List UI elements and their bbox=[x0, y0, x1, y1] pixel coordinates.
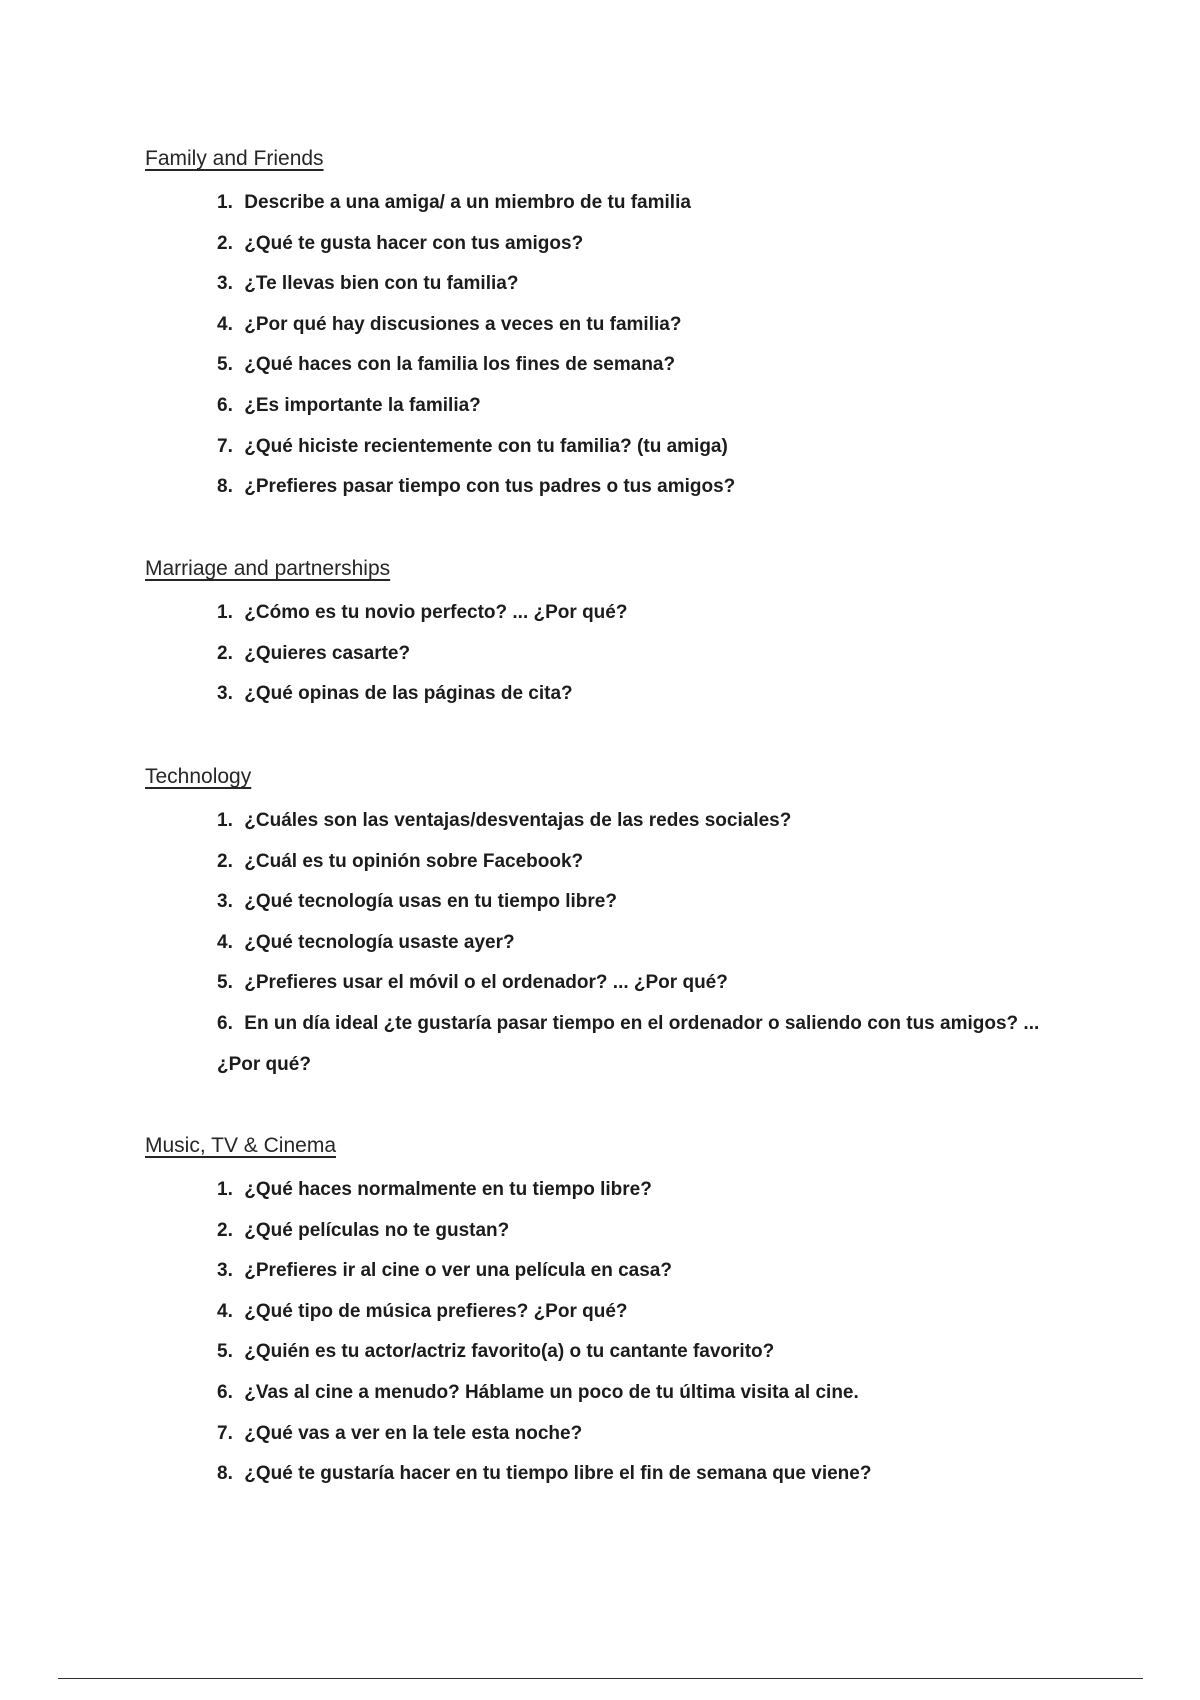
question-item: 2. ¿Quieres casarte? bbox=[217, 642, 411, 664]
question-list bbox=[145, 801, 1105, 1085]
question-item: 2. ¿Qué te gusta hacer con tus amigos? bbox=[217, 232, 584, 254]
section-title: Marriage and partnerships bbox=[145, 557, 391, 580]
question-item: 6. En un día ideal ¿te gustaría pasar tiempo en el ordenador o saliendo con tus amigos? ... bbox=[217, 1012, 1040, 1034]
question-item: 7. ¿Qué hiciste recientemente con tu familia? (tu amiga) bbox=[217, 435, 728, 457]
question-item: 8. ¿Qué te gustaría hacer en tu tiempo libre el fin de semana que viene? bbox=[217, 1463, 872, 1485]
section-marriage-and-partnerships bbox=[145, 555, 1105, 715]
question-item: 8. ¿Prefieres pasar tiempo con tus padres o tus amigos? bbox=[217, 476, 736, 498]
question-item: 2. ¿Qué películas no te gustan? bbox=[217, 1219, 510, 1241]
question-item: 3. ¿Qué opinas de las páginas de cita? bbox=[217, 683, 573, 705]
question-item: 1. ¿Qué haces normalmente en tu tiempo libre? bbox=[217, 1179, 652, 1200]
section-title: Music, TV & Cinema bbox=[145, 1134, 336, 1157]
question-item: 7. ¿Qué vas a ver en la tele esta noche? bbox=[217, 1422, 583, 1444]
section-family-and-friends bbox=[145, 145, 1105, 508]
section-title: Family and Friends bbox=[145, 147, 324, 170]
question-item: 4. ¿Qué tecnología usaste ayer? bbox=[217, 931, 515, 953]
question-list bbox=[145, 1170, 1105, 1495]
footer-divider bbox=[58, 1678, 1143, 1679]
question-item: 2. ¿Cuál es tu opinión sobre Facebook? bbox=[217, 850, 584, 872]
question-item: 5. ¿Quién es tu actor/actriz favorito(a) o tu cantante favorito? bbox=[217, 1341, 775, 1363]
question-item: 6. ¿Es importante la familia? bbox=[217, 394, 481, 416]
question-list bbox=[145, 183, 1105, 508]
question-item-continuation: ¿Por qué? bbox=[217, 1053, 311, 1075]
question-item: 1. ¿Cómo es tu novio perfecto? ... ¿Por qué? bbox=[217, 602, 628, 623]
section-technology bbox=[145, 763, 1105, 1085]
question-list bbox=[145, 593, 1105, 715]
question-item: 4. ¿Qué tipo de música prefieres? ¿Por qué? bbox=[217, 1300, 628, 1322]
question-item: 6. ¿Vas al cine a menudo? Háblame un poco de tu última visita al cine. bbox=[217, 1381, 859, 1403]
section-music-tv-cinema bbox=[145, 1132, 1105, 1495]
question-item: 3. ¿Te llevas bien con tu familia? bbox=[217, 273, 519, 295]
question-item: 3. ¿Qué tecnología usas en tu tiempo libre? bbox=[217, 891, 617, 913]
section-title: Technology bbox=[145, 765, 252, 788]
question-item: 5. ¿Prefieres usar el móvil o el ordenador? ... ¿Por qué? bbox=[217, 972, 728, 994]
question-item: 5. ¿Qué haces con la familia los fines de semana? bbox=[217, 354, 676, 376]
question-item: 4. ¿Por qué hay discusiones a veces en tu familia? bbox=[217, 313, 682, 335]
question-item: 1. Describe a una amiga/ a un miembro de tu familia bbox=[217, 192, 691, 213]
question-item: 3. ¿Prefieres ir al cine o ver una película en casa? bbox=[217, 1260, 672, 1282]
question-item: 1. ¿Cuáles son las ventajas/desventajas de las redes sociales? bbox=[217, 810, 792, 831]
